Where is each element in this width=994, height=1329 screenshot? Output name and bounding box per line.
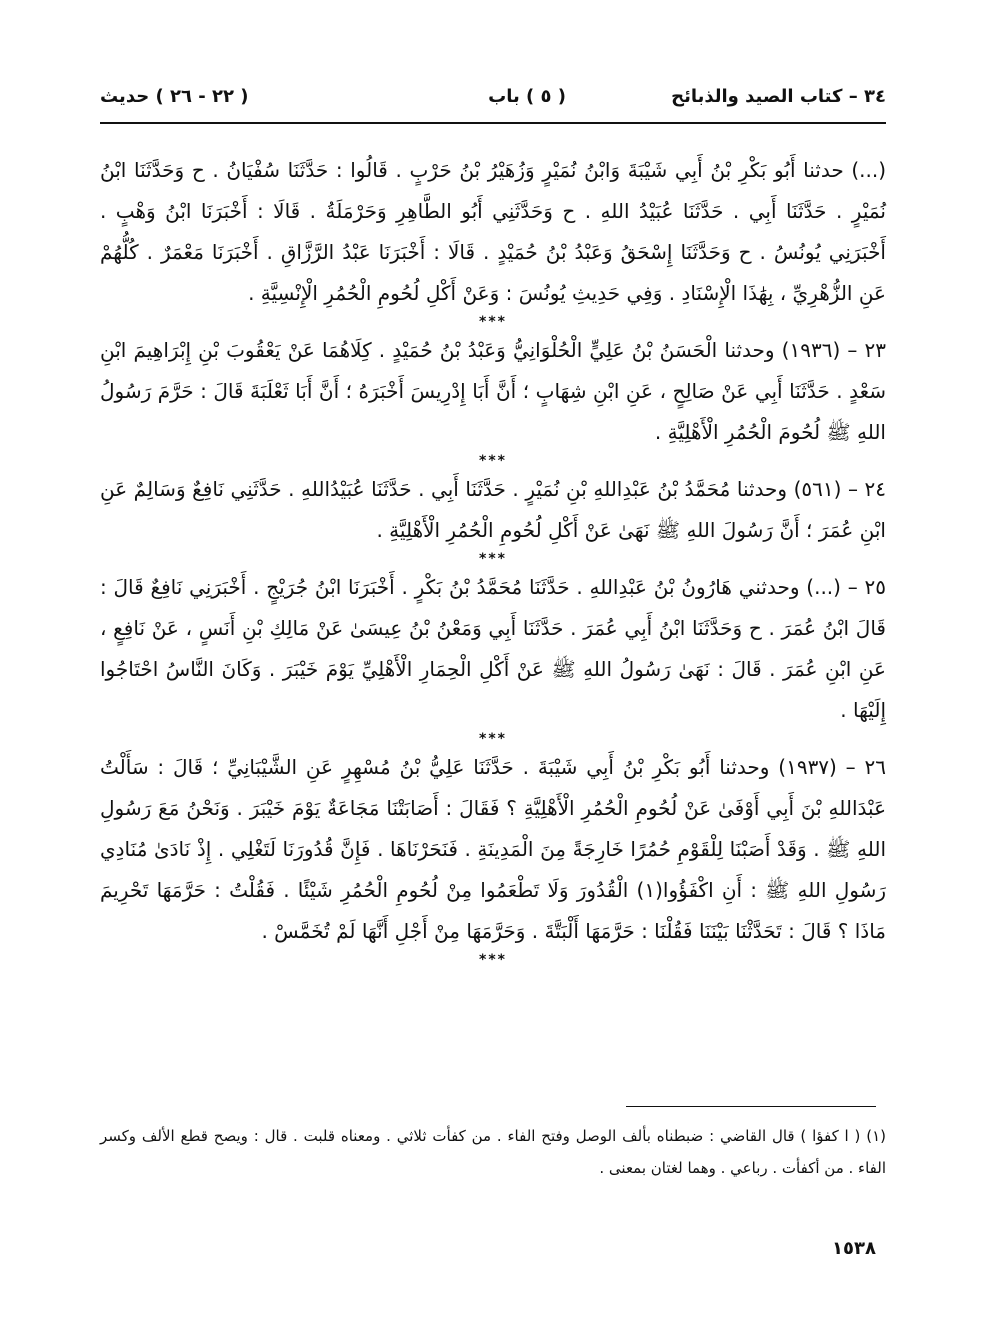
hadith-paragraph: ٢٣ – (١٩٣٦) وحدثنا الْحَسَنُ بْنُ عَلِيٍّ الْحُلْوَانِيُّ وَعَبْدُ بْنُ حُمَيْدٍ . كِلَاهُمَا عَنْ يَعْقُوبَ بْنِ إِبْرَاهِيمَ ابْنِ سَعْدٍ . حَدَّثَنَا أَبِي عَنْ صَالِحٍ ، عَنِ ابْنِ شِهَابٍ ؛ أَنَّ أَبَا إِدْرِيسَ أَخْبَرَهُ ؛ أَنَّ أَبَا ثَعْلَبَةَ قَالَ : حَرَّمَ رَسُولُ اللهِ ﷺ لُحُومَ الْحُمُرِ الْأَهْلِيَّةِ . xyxy=(100,338,886,444)
section-separator: *** xyxy=(479,952,507,968)
header-divider xyxy=(100,122,886,124)
section-separator: *** xyxy=(479,453,507,469)
hadith-paragraph: ٢٦ – (١٩٣٧) وحدثنا أَبُو بَكْرِ بْنُ أَبِي شَيْبَةَ . حَدَّثَنَا عَلِيُّ بْنُ مُسْهِرٍ عَنِ الشَّيْبَانِيِّ ؛ قَالَ : سَأَلْتُ عَبْدَاللهِ بْنَ أَبِي أَوْفَىٰ عَنْ لُحُومِ الْحُمُرِ الْأَهْلِيَّةِ ؟ فَقَالَ : أَصَابَتْنَا مَجَاعَةٌ يَوْمَ خَيْبَرَ . وَنَحْنُ مَعَ رَسُولِ اللهِ ﷺ . وَقَدْ أَصَبْنَا لِلْقَوْمِ حُمُرًا خَارِجَةً مِنَ الْمَدِينَةِ . فَنَحَرْنَاهَا . فَإِنَّ قُدُورَنَا لَتَغْلِي . إِذْ نَادَىٰ مُنَادِي رَسُولِ اللهِ ﷺ : أَنِ اكْفَؤُوا(١) الْقُدُورَ وَلَا تَطْعَمُوا مِنْ لُحُومِ الْحُمُرِ شَيْئًا . فَقُلْتُ : حَرَّمَهَا تَحْرِيمَ مَاذَا ؟ قَالَ : تَحَدَّثْنَا بَيْنَنَا فَقُلْنَا : حَرَّمَهَا أَلْبَتَّةَ . وَحَرَّمَهَا مِنْ أَجْلِ أَنَّهَا لَمْ تُخَمَّسْ . xyxy=(100,755,886,943)
footnote: (١) ( ا كفؤا ) قال القاضي : ضبطناه بألف الوصل وفتح الفاء . من كفأت ثلاثي . ومعناه قلبت . قال : ويصح قطع الألف وكسر الفاء . من أكفأت . رباعي . وهما لغتان بمعنى . xyxy=(100,1127,886,1177)
footnote-divider xyxy=(626,1106,876,1107)
book-title: ٣٤ – كتاب الصيد والذبائح xyxy=(671,86,886,107)
section-separator: *** xyxy=(479,551,507,567)
page-header xyxy=(100,86,886,116)
section-separator: *** xyxy=(479,314,507,330)
hadith-paragraph: (...) حدثنا أَبُو بَكْرِ بْنُ أَبِي شَيْبَةَ وَابْنُ نُمَيْرٍ وَزُهَيْرُ بْنُ حَرْبٍ . قَالُوا : حَدَّثَنَا سُفْيَانُ . ح وَحَدَّثَنَا ابْنُ نُمَيْرٍ . حَدَّثَنَا أَبِي . حَدَّثَنَا عُبَيْدُ اللهِ . ح وَحَدَّثَنِي أَبُو الطَّاهِرِ وَحَرْمَلَةُ . قَالَا : أَخْبَرَنَا ابْنُ وَهْبٍ . أَخْبَرَنِي يُونُسُ . ح وَحَدَّثَنَا إِسْحَقُ وَعَبْدُ بْنُ حُمَيْدٍ . قَالَا : أَخْبَرَنَا عَبْدُ الرَّزَّاقِ . أَخْبَرَنَا مَعْمَرٌ . كُلُّهُمْ عَنِ الزُّهْرِيِّ ، بِهَٰذَا الْإِسْنَادِ . وَفِي حَدِيثِ يُونُسَ : وَعَنْ أَكْلِ لُحُومِ الْحُمُرِ الْإِنْسِيَّةِ . xyxy=(100,158,886,305)
hadith-range: ( ٢٢ - ٢٦ ) حديث xyxy=(100,86,249,107)
section-separator: *** xyxy=(479,731,507,747)
hadith-paragraph: ٢٤ – (٥٦١) وحدثنا مُحَمَّدُ بْنُ عَبْدِاللهِ بْنِ نُمَيْرٍ . حَدَّثَنَا أَبِي . حَدَّثَنَا عُبَيْدُاللهِ . حَدَّثَنِي نَافِعٌ وَسَالِمٌ عَنِ ابْنِ عُمَرَ ؛ أَنَّ رَسُولَ اللهِ ﷺ نَهَىٰ عَنْ أَكْلِ لُحُومِ الْحُمُرِ الْأَهْلِيَّةِ . xyxy=(100,477,886,542)
page-body xyxy=(100,150,886,968)
chapter-label: ( ٥ ) باب xyxy=(488,86,566,107)
hadith-paragraph: ٢٥ – (...) وحدثني هَارُونُ بْنُ عَبْدِاللهِ . حَدَّثَنَا مُحَمَّدُ بْنُ بَكْرٍ . أَخْبَرَنَا ابْنُ جُرَيْجٍ . أَخْبَرَنِي نَافِعٌ قَالَ : قَالَ ابْنُ عُمَرَ . ح وَحَدَّثَنَا ابْنُ أَبِي عُمَرَ . حَدَّثَنَا أَبِي وَمَعْنُ بْنُ عِيسَىٰ عَنْ مَالِكِ بْنِ أَنَسٍ ، عَنْ نَافِعٍ ، عَنِ ابْنِ عُمَرَ . قَالَ : نَهَىٰ رَسُولُ اللهِ ﷺ عَنْ أَكْلِ الْحِمَارِ الْأَهْلِيِّ يَوْمَ خَيْبَرَ . وَكَانَ النَّاسُ احْتَاجُوا إِلَيْهَا . xyxy=(100,575,886,722)
page-number: ١٥٣٨ xyxy=(832,1238,876,1259)
